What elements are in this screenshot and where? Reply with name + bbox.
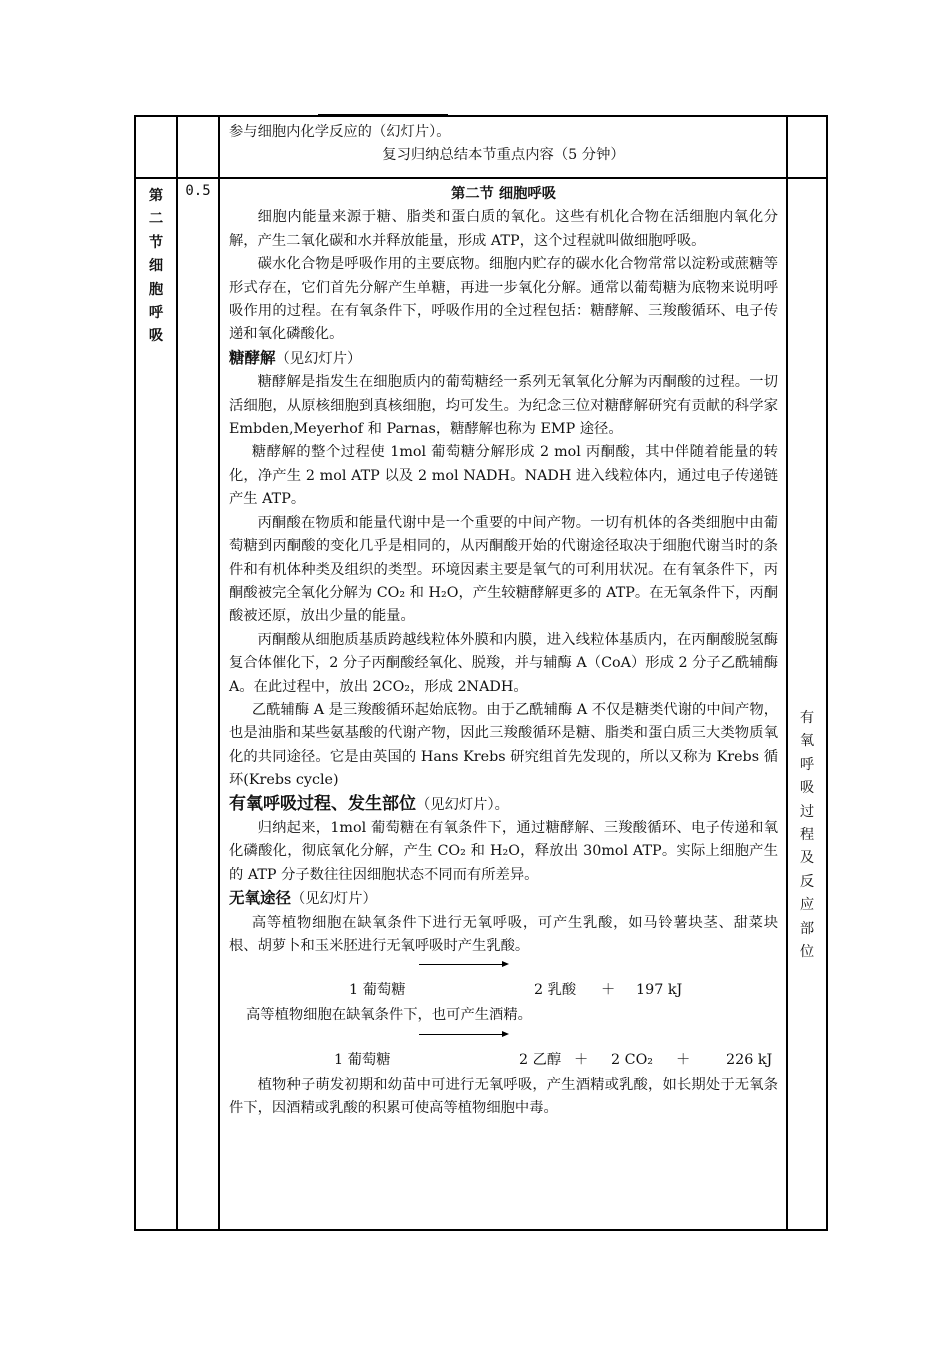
hours-value: 0.5 [185,183,211,199]
paragraph: 碳水化合物是呼吸作用的主要底物。细胞内贮存的碳水化合物常常以淀粉或蔗糖等形式存在，它们首先分解产生单糖，再进一步氧化分解。通常以葡萄糖为底物来说明呼吸作用的过程。在有氧条件下，呼吸作用的全过程包括：糖酵解、三羧酸循环、电子传递和氧化磷酸化。 [229,256,778,343]
paragraph: 细胞内能量来源于糖、脂类和蛋白质的氧化。这些有机化合物在活细胞内氧化分解，产生二氧化碳和水并释放能量，形成 ATP，这个过程就叫做细胞呼吸。 [229,209,778,249]
eq-reactant: 1 葡萄糖 [349,982,406,999]
section-label: 第二节细胞呼吸 [148,188,164,345]
remark-cell [787,178,827,1230]
subheading-note: （见幻灯片）。 [416,796,509,813]
review-line: 复习归纳总结本节重点内容（5 分钟） [382,147,625,164]
paragraph: 乙酰辅酶 A 是三羧酸循环起始底物。由于乙酰辅酶 A 不仅是糖类代谢的中间产物，也是油脂和某些氨基酸的代谢产物，因此三羧酸循环是糖、脂类和蛋白质三大类物质氧化的共同途径。它是由英国的 Hans Krebs 研究组首先发现的，所以又称为 Krebs 循环(Krebs cycle) [229,701,778,789]
paragraph: 丙酮酸从细胞质基质跨越线粒体外膜和内膜，进入线粒体基质内，在丙酮酸脱氢酶复合体催化下，2 分子丙酮酸经氧化、脱羧，并与辅酶 A（CoA）形成 2 分子乙酰辅酶 A。在此过程中，放出 2CO₂，形成 2NADH。 [229,631,778,695]
remark-cell [787,116,827,178]
section-cell [135,178,177,1230]
subheading [229,347,778,371]
subheading-text: 有氧呼吸过程、发生部位 [229,793,416,814]
text-line: 参与细胞内化学反应的（幻灯片）。 [229,124,451,140]
section-cell [135,116,177,178]
eq-plus: ＋ [601,982,616,999]
table-row [135,178,827,1230]
content-cell [219,116,787,178]
paragraph: 高等植物细胞在缺氧条件下，也可产生酒精。 [246,1007,532,1024]
lesson-table [134,115,828,1231]
eq-reactant: 1 葡萄糖 [334,1051,391,1068]
eq-energy: 226 kJ [726,1051,773,1068]
hours-cell [177,116,219,178]
paragraph: 糖酵解的整个过程使 1mol 葡萄糖分解形成 2 mol 丙酮酸，其中伴随着能量的转化，净产生 2 mol ATP 以及 2 mol NADH。NADH 进入线粒体内，通过电子传递链产生 ATP。 [229,444,778,508]
remark-label: 有氧呼吸过程及反应部位 [799,710,815,961]
subheading-note: （见幻灯片） [291,891,377,908]
eq-product: 2 乳酸 [534,982,577,999]
eq-plus: ＋ [676,1051,691,1068]
content-cell [219,178,787,1230]
eq-product: 2 CO₂ [611,1051,654,1068]
eq-energy: 197 kJ [636,982,683,999]
paragraph: 植物种子萌发初期和幼苗中可进行无氧呼吸，产生酒精或乳酸，如长期处于无氧条件下，因酒精或乳酸的积累可使高等植物细胞中毒。 [229,1076,778,1117]
equation-lactic [229,958,778,1004]
subheading [229,793,778,817]
paragraph: 丙酮酸在物质和能量代谢中是一个重要的中间产物。一切有机体的各类细胞中由葡萄糖到丙酮酸的变化几乎是相同的，从丙酮酸开始的代谢途径取决于细胞代谢当时的条件和有机体种类及组织的类型。环境因素主要是氧气的可利用状况。在有氧条件下，丙酮酸被完全氧化分解为 CO₂ 和 H₂O，产生较糖酵解更多的 ATP。在无氧条件下，丙酮酸被还原，放出少量的能量。 [229,514,778,625]
eq-plus: ＋ [574,1051,589,1068]
table-row [135,116,827,178]
subheading-text: 糖酵解 [229,348,276,367]
hours-cell [177,178,219,1230]
section-title: 第二节 细胞呼吸 [450,186,557,202]
subheading-note: （见幻灯片） [275,350,362,367]
arrow-icon [419,1034,507,1035]
eq-product: 2 乙醇 [519,1051,562,1068]
subheading-text: 无氧途径 [229,889,292,908]
equation-ethanol [229,1028,778,1074]
subheading [229,887,778,911]
paragraph: 归纳起来，1mol 葡萄糖在有氧条件下，通过糖酵解、三羧酸循环、电子传递和氧化磷酸化，彻底氧化分解，产生 CO₂ 和 H₂O，释放出 30mol ATP。实际上细胞产生的 ATP 分子数往往因细胞状态不同而有所差异。 [229,819,778,883]
arrow-icon [419,964,507,965]
paragraph: 高等植物细胞在缺氧条件下进行无氧呼吸，可产生乳酸，如马铃薯块茎、甜菜块根、胡萝卜和玉米胚进行无氧呼吸时产生乳酸。 [229,914,778,954]
paragraph: 糖酵解是指发生在细胞质内的葡萄糖经一系列无氧氧化分解为丙酮酸的过程。一切活细胞，从原核细胞到真核细胞，均可发生。为纪念三位对糖酵解研究有贡献的科学家 Embden,Meyerhof 和 Parnas，糖酵解也称为 EMP 途径。 [229,374,778,438]
